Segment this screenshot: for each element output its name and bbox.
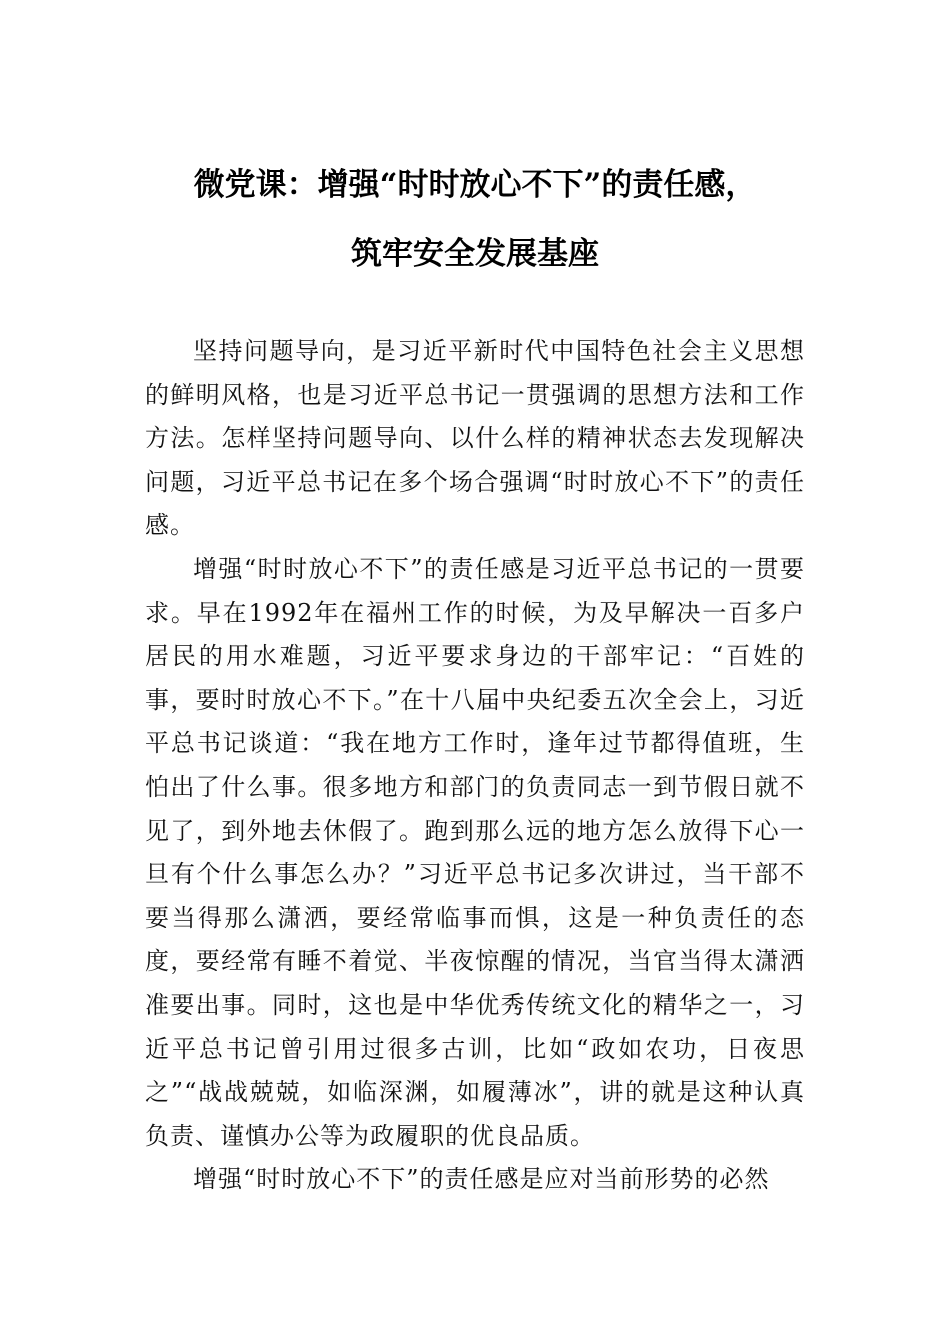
document-title-line-1: 微党课：增强“时时放心不下”的责任感，	[193, 167, 757, 203]
document-body	[145, 330, 805, 1202]
paragraph-1: 坚持问题导向，是习近平新时代中国特色社会主义思想的鲜明风格，也是习近平总书记一贯强调的思想方法和工作方法。怎样坚持问题导向、以什么样的精神状态去发现解决问题，习近平总书记在多个场合强调“时时放心不下”的责任感。	[145, 337, 805, 540]
paragraph-3: 增强“时时放心不下”的责任感是应对当前形势的必然	[193, 1165, 770, 1194]
paragraph-2: 增强“时时放心不下”的责任感是习近平总书记的一贯要求。早在1992年在福州工作的时候，为及早解决一百多户居民的用水难题，习近平要求身边的干部牢记：“百姓的事，要时时放心不下。”在十八届中央纪委五次全会上，习近平总书记谈道：“我在地方工作时，逢年过节都得值班，生怕出了什么事。很多地方和部门的负责同志一到节假日就不见了，到外地去休假了。跑到那么远的地方怎么放得下心一旦有个什么事怎么办？”习近平总书记多次讲过，当干部不要当得那么潇洒，要经常临事而惧，这是一种负责任的态度，要经常有睡不着觉、半夜惊醒的情况，当官当得太潇洒准要出事。同时，这也是中华优秀传统文化的精华之一，习近平总书记曾引用过很多古训，比如“政如农功，日夜思之”“战战兢兢，如临深渊，如履薄冰”，讲的就是这种认真负责、谨慎办公等为政履职的优良品质。	[145, 554, 805, 1150]
document-title-line-2: 筑牢安全发展基座	[351, 236, 599, 272]
